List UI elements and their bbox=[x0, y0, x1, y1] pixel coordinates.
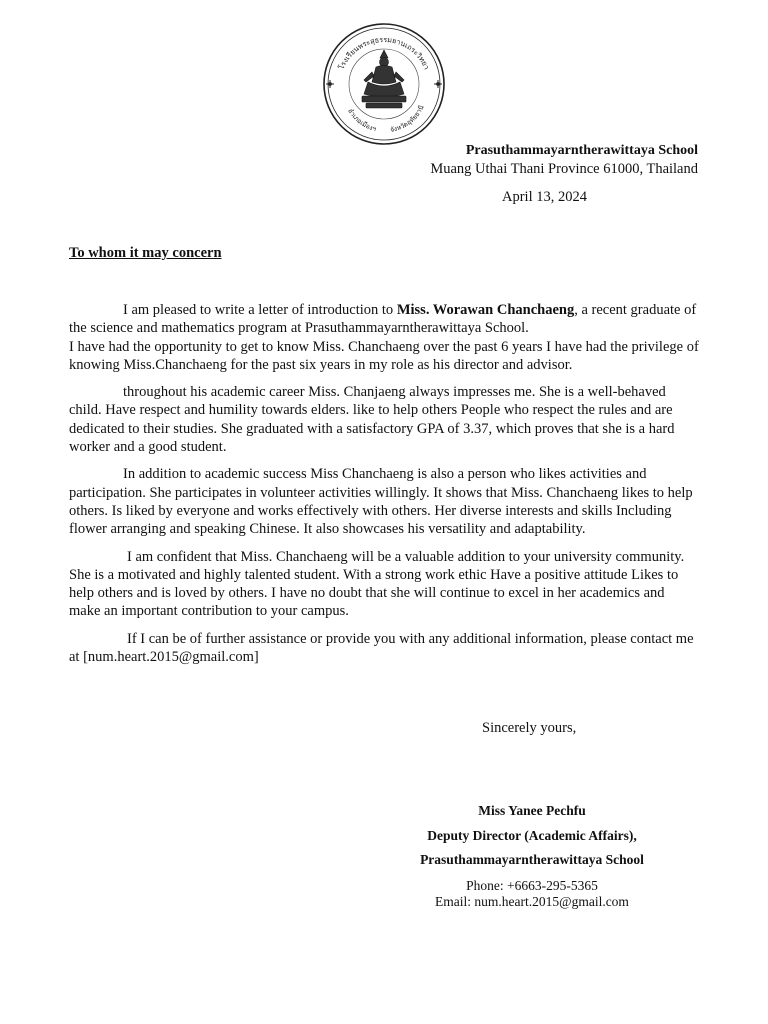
paragraph-1: I am pleased to write a letter of introduction to Miss. Worawan Chanchaeng, a recent graduate of the science and mathematics program at Prasuthammayarntherawittaya School. I have had the opportunity to get to know Miss. Chanchaeng over the past 6 years I have had the privilege of knowing Miss.Chanchaeng for the past six years in my role as his director and advisor. bbox=[69, 302, 699, 373]
paragraph-3: In addition to academic success Miss Chanchaeng is also a person who likes activities and participation. She participates in volunteer activities willingly. It shows that Miss. Chanchaeng likes to help others. Is liked by everyone and works effectively with others. Her diverse interests and skills Including flower arranging and speaking Chinese. It also showcases his versatility and adaptability. bbox=[69, 466, 693, 538]
signatory-name: Miss Yanee Pechfu bbox=[478, 803, 586, 818]
letter-date: April 13, 2024 bbox=[502, 189, 587, 205]
student-name: Miss. Worawan Chanchaeng bbox=[396, 302, 575, 318]
closing: Sincerely yours, bbox=[482, 720, 577, 736]
paragraph-4: I am confident that Miss. Chanchaeng will be a valuable addition to your university community. She is a motivated and highly talented student. With a strong work ethic Have a positive attitude Likes to help others and is loved by others. I have no doubt that she will continue to excel in her academics and make an important contribution to your campus. bbox=[69, 548, 685, 620]
svg-text:จังหวัดอุทัยธานี: จังหวัดอุทัยธานี bbox=[389, 104, 426, 134]
svg-text:โรงเรียนพระสุธรรมยานเถระวิทยา: โรงเรียนพระสุธรรมยานเถระวิทยา bbox=[336, 34, 432, 71]
paragraph-5: If I can be of further assistance or provide you with any additional information, please contact me at [num.heart.2015@gmail.com] bbox=[69, 630, 694, 666]
salutation: To whom it may concern bbox=[69, 245, 222, 261]
school-address: Muang Uthai Thani Province 61000, Thailand bbox=[430, 161, 698, 177]
signatory-email: Email: num.heart.2015@gmail.com bbox=[435, 894, 629, 909]
letter-body bbox=[69, 301, 699, 666]
svg-text:อำเภอเมืองฯ: อำเภอเมืองฯ bbox=[346, 107, 377, 134]
signatory-title: Deputy Director (Academic Affairs), bbox=[427, 828, 637, 843]
paragraph-2: throughout his academic career Miss. Chanjaeng always impresses me. She is a well-behaved child. Have respect and humility towards elders. like to help others People who respect the rules and are dedicated to their studies. She graduated with a satisfactory GPA of 3.37, which proves that she is a hard worker and a good student. bbox=[69, 384, 675, 456]
school-seal-logo bbox=[318, 20, 450, 148]
signatory-school: Prasuthammayarntherawittaya School bbox=[420, 852, 644, 867]
school-name: Prasuthammayarntherawittaya School bbox=[465, 143, 698, 158]
signatory-phone: Phone: +6663-295-5365 bbox=[466, 878, 598, 893]
